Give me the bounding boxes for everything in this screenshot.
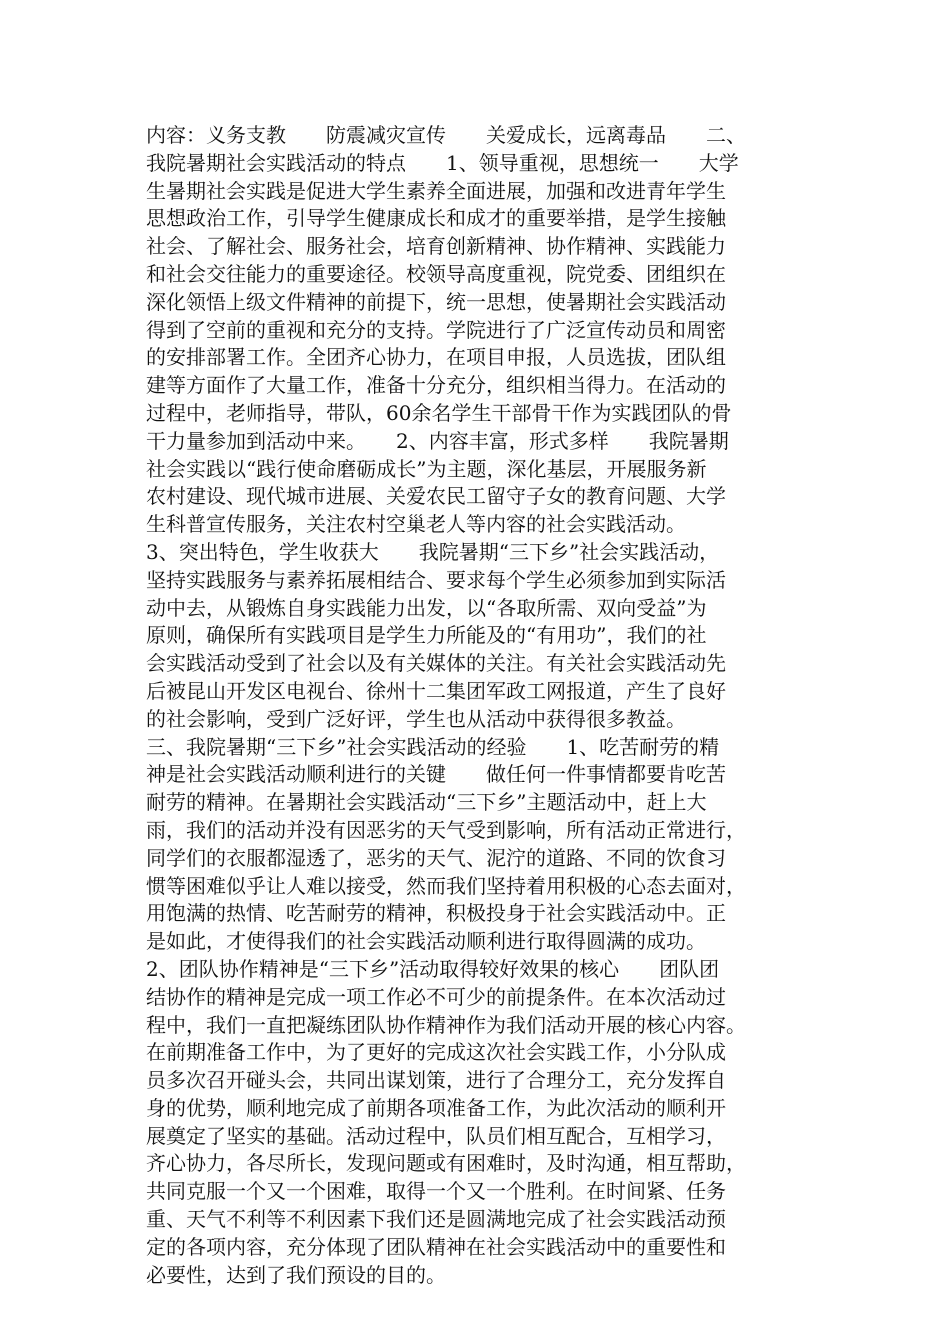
text-line: 惯等困难似乎让人难以接受，然而我们坚持着用积极的心态去面对， (146, 873, 746, 898)
text-line: 的安排部署工作。全团齐心协力，在项目申报，人员选拔，团队组 (146, 345, 726, 370)
text-line: 深化领悟上级文件精神的前提下，统一思想，使暑期社会实践活动 (146, 289, 726, 314)
text-line: 生暑期社会实践是促进大学生素养全面进展，加强和改进青年学生 (146, 178, 726, 203)
text-line: 得到了空前的重视和充分的支持。学院进行了广泛宣传动员和周密 (146, 317, 726, 342)
text-line: 2、团队协作精神是“三下乡”活动取得较好效果的核心 团队团 (146, 956, 720, 981)
text-line: 和社会交往能力的重要途径。校领导高度重视，院党委、团组织在 (146, 261, 726, 286)
text-line: 三、我院暑期“三下乡”社会实践活动的经验 1、吃苦耐劳的精 (146, 734, 720, 759)
text-line: 同学们的衣服都湿透了，恶劣的天气、泥泞的道路、不同的饮食习 (146, 845, 726, 870)
text-line: 生科普宣传服务，关注农村空巢老人等内容的社会实践活动。 (146, 512, 686, 537)
text-line: 原则，确保所有实践项目是学生力所能及的“有用功”，我们的社 (146, 623, 707, 648)
text-line: 内容：义务支教 防震减灾宣传 关爱成长，远离毒品 二、 (146, 123, 746, 147)
text-line: 过程中，老师指导，带队，60余名学生干部骨干作为实践团队的骨 (146, 400, 732, 425)
text-line: 思想政治工作，引导学生健康成长和成才的重要举措，是学生接触 (146, 206, 726, 231)
text-line: 定的各项内容，充分体现了团队精神在社会实践活动中的重要性和 (146, 1234, 726, 1259)
text-line: 员多次召开碰头会，共同出谋划策，进行了合理分工，充分发挥自 (146, 1068, 726, 1093)
text-line: 结协作的精神是完成一项工作必不可少的前提条件。在本次活动过 (146, 984, 726, 1009)
text-line: 在前期准备工作中，为了更好的完成这次社会实践工作，小分队成 (146, 1040, 726, 1065)
text-line: 共同克服一个又一个困难，取得一个又一个胜利。在时间紧、任务 (146, 1179, 726, 1204)
text-line: 必要性，达到了我们预设的目的。 (146, 1262, 446, 1287)
text-line: 齐心协力，各尽所长，发现问题或有困难时，及时沟通，相互帮助， (146, 1151, 746, 1176)
text-line: 3、突出特色，学生收获大 我院暑期“三下乡”社会实践活动， (146, 539, 720, 564)
text-line: 雨，我们的活动并没有因恶劣的天气受到影响，所有活动正常进行， (146, 817, 746, 842)
text-line: 建等方面作了大量工作，准备十分充分，组织相当得力。在活动的 (146, 373, 726, 398)
text-line: 后被昆山开发区电视台、徐州十二集团军政工网报道，产生了良好 (146, 678, 726, 703)
text-line: 农村建设、现代城市进展、关爱农民工留守子女的教育问题、大学 (146, 484, 726, 509)
text-line: 程中，我们一直把凝练团队协作精神作为我们活动开展的核心内容。 (146, 1012, 746, 1037)
text-line: 社会实践以“践行使命磨砺成长”为主题，深化基层，开展服务新 (146, 456, 707, 481)
text-line: 动中去，从锻炼自身实践能力出发，以“各取所需、双向受益”为 (146, 595, 707, 620)
text-line: 坚持实践服务与素养拓展相结合、要求每个学生必须参加到实际活 (146, 567, 726, 592)
text-line: 耐劳的精神。在暑期社会实践活动“三下乡”主题活动中，赶上大 (146, 790, 707, 815)
text-line: 神是社会实践活动顺利进行的关键 做任何一件事情都要肯吃苦 (146, 762, 726, 787)
text-line: 身的优势，顺利地完成了前期各项准备工作，为此次活动的顺利开 (146, 1095, 726, 1120)
text-line: 用饱满的热情、吃苦耐劳的精神，积极投身于社会实践活动中。正 (146, 901, 726, 926)
text-line: 重、天气不利等不利因素下我们还是圆满地完成了社会实践活动预 (146, 1207, 726, 1232)
text-line: 的社会影响，受到广泛好评，学生也从活动中获得很多教益。 (146, 706, 686, 731)
text-line: 会实践活动受到了社会以及有关媒体的关注。有关社会实践活动先 (146, 651, 726, 676)
text-line: 展奠定了坚实的基础。活动过程中，队员们相互配合，互相学习， (146, 1123, 726, 1148)
text-line: 是如此，才使得我们的社会实践活动顺利进行取得圆满的成功。 (146, 929, 706, 954)
body-text (146, 122, 826, 1289)
text-line: 干力量参加到活动中来。 2、内容丰富，形式多样 我院暑期 (146, 428, 729, 453)
text-line: 我院暑期社会实践活动的特点 1、领导重视，思想统一 大学 (146, 150, 739, 175)
text-line: 社会、了解社会、服务社会，培育创新精神、协作精神、实践能力 (146, 234, 726, 259)
